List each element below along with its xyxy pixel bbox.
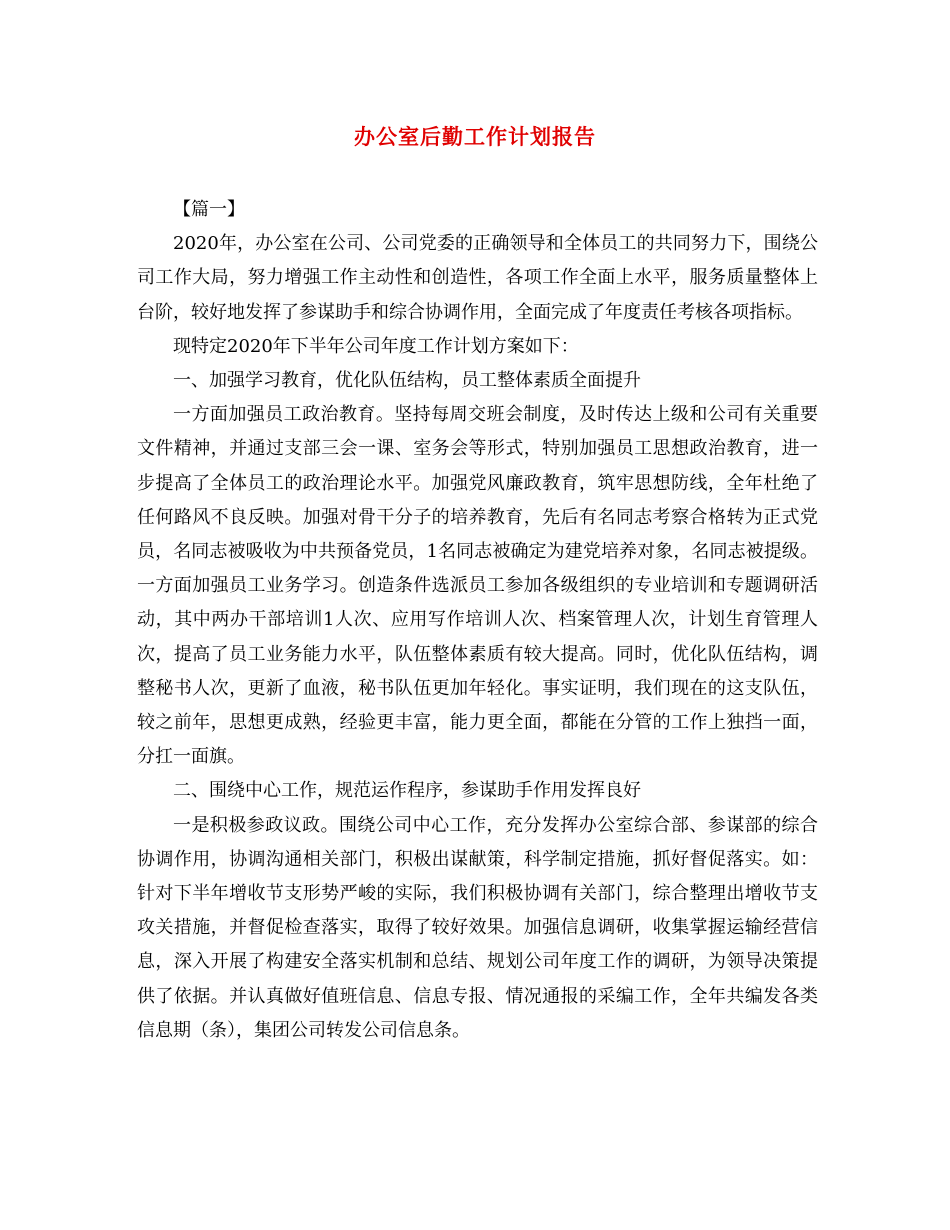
intro-paragraph: 2020年，办公室在公司、公司党委的正确领导和全体员工的共同努力下，围绕公司工作大局，努力增强工作主动性和创造性，各项工作全面上水平，服务质量整体上台阶，较好地发挥了参谋助手和综合协调作用，全面完成了年度责任考核各项指标。 [137, 233, 818, 323]
document-body [137, 193, 818, 1048]
plan-statement: 现特定2020年下半年公司年度工作计划方案如下： [173, 335, 579, 357]
section-heading-1: 一、加强学习教育，优化队伍结构，员工整体素质全面提升 [173, 370, 641, 392]
section-heading-pian-yi: 【篇一】 [173, 199, 245, 220]
section-2-paragraph: 一是积极参政议政。围绕公司中心工作，充分发挥办公室综合部、参谋部的综合协调作用，协调沟通相关部门，积极出谋献策，科学制定措施，抓好督促落实。如：针对下半年增收节支形势严峻的实际，我们积极协调有关部门，综合整理出增收节支攻关措施，并督促检查落实，取得了较好效果。加强信息调研，收集掌握运输经营信息，深入开展了构建安全落实机制和总结、规划公司年度工作的调研，为领导决策提供了依据。并认真做好值班信息、信息专报、情况通报的采编工作，全年共编发各类信息期（条），集团公司转发公司信息条。 [137, 814, 818, 1041]
section-1-paragraph: 一方面加强员工政治教育。坚持每周交班会制度，及时传达上级和公司有关重要文件精神，并通过支部三会一课、室务会等形式，特别加强员工思想政治教育，进一步提高了全体员工的政治理论水平。加强党风廉政教育，筑牢思想防线，全年杜绝了任何路风不良反映。加强对骨干分子的培养教育，先后有名同志考察合格转为正式党员，名同志被吸收为中共预备党员，1名同志被确定为建党培养对象，名同志被提级。一方面加强员工业务学习。创造条件选派员工参加各级组织的专业培训和专题调研活动，其中两办干部培训1人次、应用写作培训人次、档案管理人次，计划生育管理人次，提高了员工业务能力水平，队伍整体素质有较大提高。同时，优化队伍结构，调整秘书人次，更新了血液，秘书队伍更加年轻化。事实证明，我们现在的这支队伍，较之前年，思想更成熟，经验更丰富，能力更全面，都能在分管的工作上独挡一面，分扛一面旗。 [137, 404, 818, 768]
document-title: 办公室后勤工作计划报告 [354, 124, 596, 149]
section-heading-2: 二、围绕中心工作，规范运作程序，参谋助手作用发挥良好 [173, 780, 641, 802]
